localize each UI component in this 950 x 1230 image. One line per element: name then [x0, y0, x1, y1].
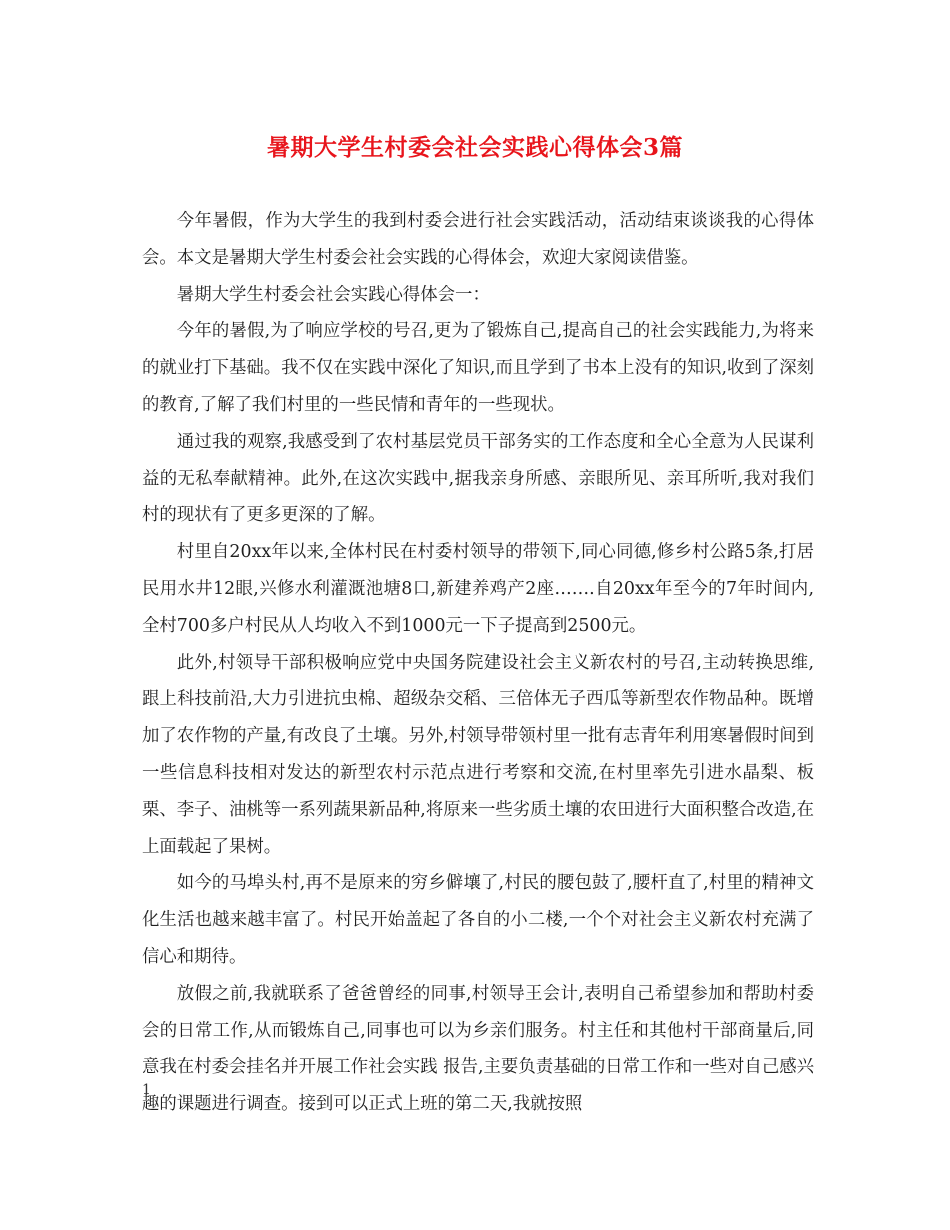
- paragraph: 今年的暑假,为了响应学校的号召,更为了锻炼自己,提高自己的社会实践能力,为将来的就业打下基础。我不仅在实践中深化了知识,而且学到了书本上没有的知识,收到了深刻的教育,了解了我们村里的一些民情和青年的一些现状。: [142, 321, 814, 415]
- paragraph: 村里自20xx年以来,全体村民在村委村领导的带领下,同心同德,修乡村公路5条,打居民用水井12眼,兴修水利灌溉池塘8口,新建养鸡产2座…….自20xx年至今的7年时间内,全村700多户村民从人均收入不到1000元一下子提高到2500元。: [142, 542, 814, 636]
- document-body: [142, 203, 814, 1123]
- paragraph: 此外,村领导干部积极响应党中央国务院建设社会主义新农村的号召,主动转换思维,跟上科技前沿,大力引进抗虫棉、超级杂交稻、三倍体无子西瓜等新型农作物品种。既增加了农作物的产量,有改良了土壤。另外,村领导带领村里一批有志青年利用寒暑假时间到一些信息科技相对发达的新型农村示范点进行考察和交流,在村里率先引进水晶梨、板栗、李子、油桃等一系列蔬果新品种,将原来一些劣质土壤的农田进行大面积整合改造,在上面载起了果树。: [142, 652, 814, 857]
- paragraph: 通过我的观察,我感受到了农村基层党员干部务实的工作态度和全心全意为人民谋利益的无私奉献精神。此外,在这次实践中,据我亲身所感、亲眼所见、亲耳所听,我对我们村的现状有了更多更深的了解。: [142, 431, 814, 526]
- paragraph: 如今的马埠头村,再不是原来的穷乡僻壤了,村民的腰包鼓了,腰杆直了,村里的精神文化生活也越来越丰富了。村民开始盖起了各自的小二楼,一个个对社会主义新农村充满了信心和期待。: [142, 873, 814, 967]
- document-title: 暑期大学生村委会社会实践心得体会3篇: [266, 134, 683, 161]
- paragraph-intro: 今年暑假，作为大学生的我到村委会进行社会实践活动，活动结束谈谈我的心得体会。本文是暑期大学生村委会社会实践的心得体会，欢迎大家阅读借鉴。: [142, 211, 814, 268]
- page-number: 1: [142, 1082, 151, 1098]
- paragraph: 放假之前,我就联系了爸爸曾经的同事,村领导王会计,表明自己希望参加和帮助村委会的日常工作,从而锻炼自己,同事也可以为乡亲们服务。村主任和其他村干部商量后,同意我在村委会挂名并开展工作社会实践 报告,主要负责基础的日常工作和一些对自己感兴趣的课题进行调查。接到可以正式上班的第二天,我就按照: [142, 983, 814, 1115]
- paragraph-section-heading: 暑期大学生村委会社会实践心得体会一：: [176, 284, 490, 305]
